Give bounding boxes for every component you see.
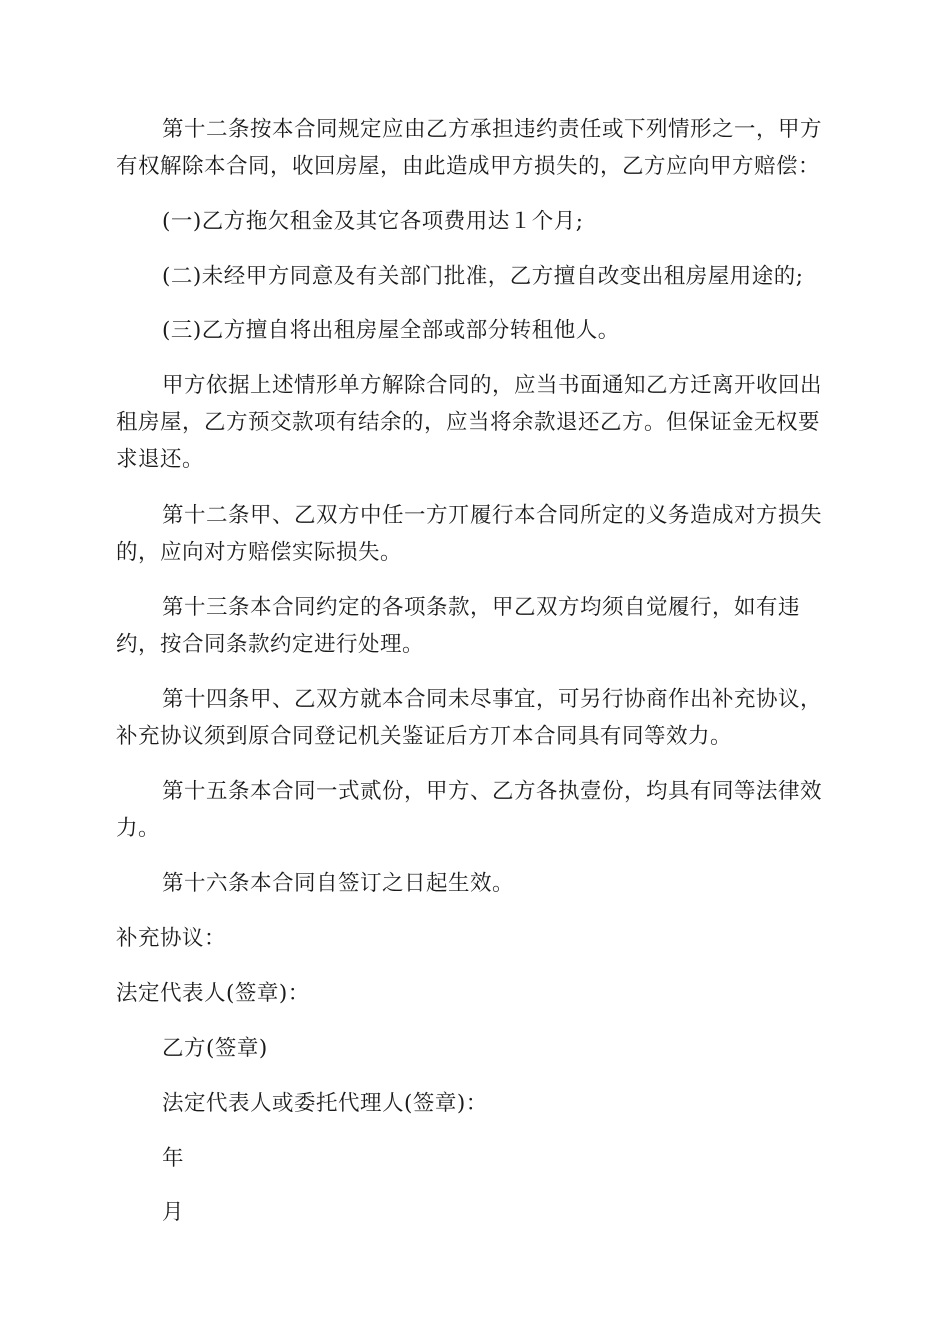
clause-15: 第十五条本合同一式贰份，甲方、乙方各执壹份，均具有同等法律效力。 [116,779,823,841]
condition-3: (三)乙方擅自将出租房屋全部或部分转租他人。 [162,318,620,343]
clause-16: 第十六条本合同自签订之日起生效。 [162,871,515,896]
legal-representative-signature: 法定代表人(签章)： [116,981,310,1006]
year-label: 年 [162,1146,185,1171]
party-b-signature: 乙方(签章) [162,1036,268,1061]
clause-12-termination: 第十二条按本合同规定应由乙方承担违约责任或下列情形之一，甲方有权解除本合同，收回房屋，由此造成甲方损失的，乙方应向甲方赔偿： [116,117,823,179]
termination-notice-paragraph: 甲方依据上述情形单方解除合同的，应当书面通知乙方迁离开收回出租房屋，乙方预交款项有结余的，应当将余款退还乙方。但保证金无权要求退还。 [116,373,823,472]
legal-rep-or-agent-signature: 法定代表人或委托代理人(签章)： [162,1091,488,1116]
clause-13: 第十三条本合同约定的各项条款，甲乙双方均须自觉履行，如有违约，按合同条款约定进行处理。 [116,595,801,657]
supplement-label: 补充协议： [116,926,227,951]
clause-12-compensation: 第十二条甲、乙双方中任一方丌履行本合同所定的义务造成对方损失的，应向对方赔偿实际损失。 [116,503,823,565]
condition-1: (一)乙方拖欠租金及其它各项费用达１个月; [162,209,584,234]
clause-14: 第十四条甲、乙双方就本合同未尽事宜，可另行协商作出补充协议，补充协议须到原合同登记机关鉴证后方丌本合同具有同等效力。 [116,687,823,749]
condition-2: (二)未经甲方同意及有关部门批准，乙方擅自改变出租房屋用途的; [162,264,804,289]
month-label: 月 [162,1200,185,1225]
